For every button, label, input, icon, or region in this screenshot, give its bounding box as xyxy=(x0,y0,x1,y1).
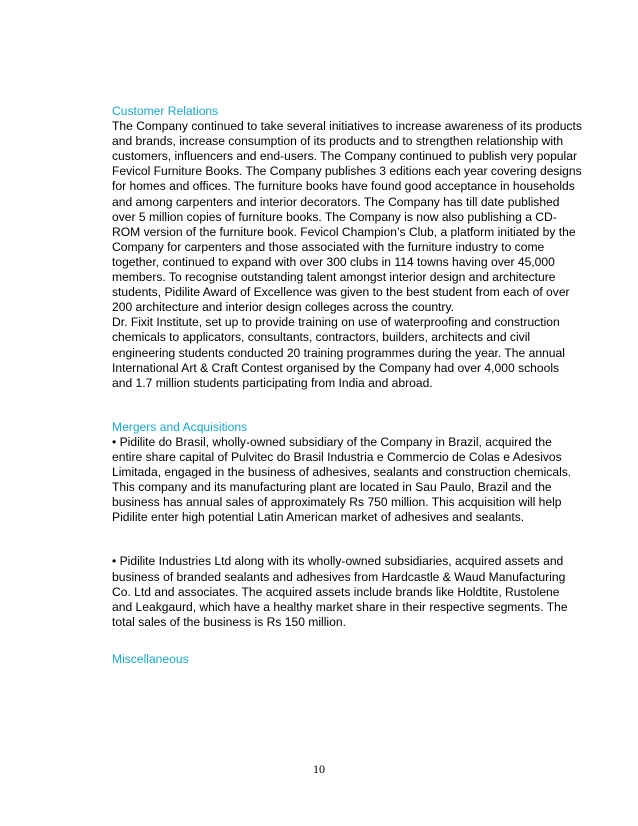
page-content xyxy=(112,104,582,667)
mergers-paragraph-2: • Pidilite Industries Ltd along with its wholly-owned subsidiaries, acquired assets and business of branded sealants and adhesives from Hardcastle & Waud Manufacturing Co. Ltd and associates. The acquired assets include brands like Holdtite, Rustolene and Leakgaurd, which have a healthy market share in their respective segments. The total sales of the business is Rs 150 million. xyxy=(112,554,568,629)
mergers-paragraph-1: • Pidilite do Brasil, wholly-owned subsidiary of the Company in Brazil, acquired the entire share capital of Pulvitec do Brasil Industria e Commercio de Colas e Adesivos Limitada, engaged in the business of adhesives, sealants and construction chemicals. This company and its manufacturing plant are located in Sau Paulo, Brazil and the business has annual sales of approximately Rs 750 million. This acquisition will help Pidilite enter high potential Latin American market of adhesives and sealants. xyxy=(112,434,572,525)
customer-relations-heading: Customer Relations xyxy=(112,104,219,118)
customer-relations-paragraph-1: The Company continued to take several initiatives to increase awareness of its products and brands, increase consumption of its products and to strengthen relationship with customers, influencers and end-users. The Company continued to publish very popular Fevicol Furniture Books. The Company publishes 3 editions each year covering designs for homes and offices. The furniture books have found good acceptance in households and among carpenters and interior decorators. The Company has till date published over 5 million copies of furniture books. The Company is now also publishing a CD-ROM version of the furniture book. Fevicol Champion’s Club, a platform initiated by the Company for carpenters and those associated with the furniture industry to come together, continued to expand with over 300 clubs in 114 towns having over 45,000 members. To recognise outstanding talent amongst interior design and architecture students, Pidilite Award of Excellence was given to the best student from each of over 200 architecture and interior design colleges across the country. xyxy=(112,119,582,315)
miscellaneous-heading: Miscellaneous xyxy=(112,651,189,666)
section-spacer xyxy=(112,391,582,420)
section-spacer xyxy=(112,630,582,652)
paragraph-spacer xyxy=(112,525,582,554)
page-number: 10 xyxy=(313,762,325,776)
mergers-acquisitions-heading: Mergers and Acquisitions xyxy=(112,419,248,434)
customer-relations-paragraph-2: Dr. Fixit Institute, set up to provide training on use of waterproofing and construction chemicals to applicators, consultants, contractors, builders, architects and civil engineering students conducted 20 training programmes during the year. The annual International Art & Craft Contest organised by the Company had over 4,000 schools and 1.7 million students participating from India and abroad. xyxy=(112,315,565,390)
